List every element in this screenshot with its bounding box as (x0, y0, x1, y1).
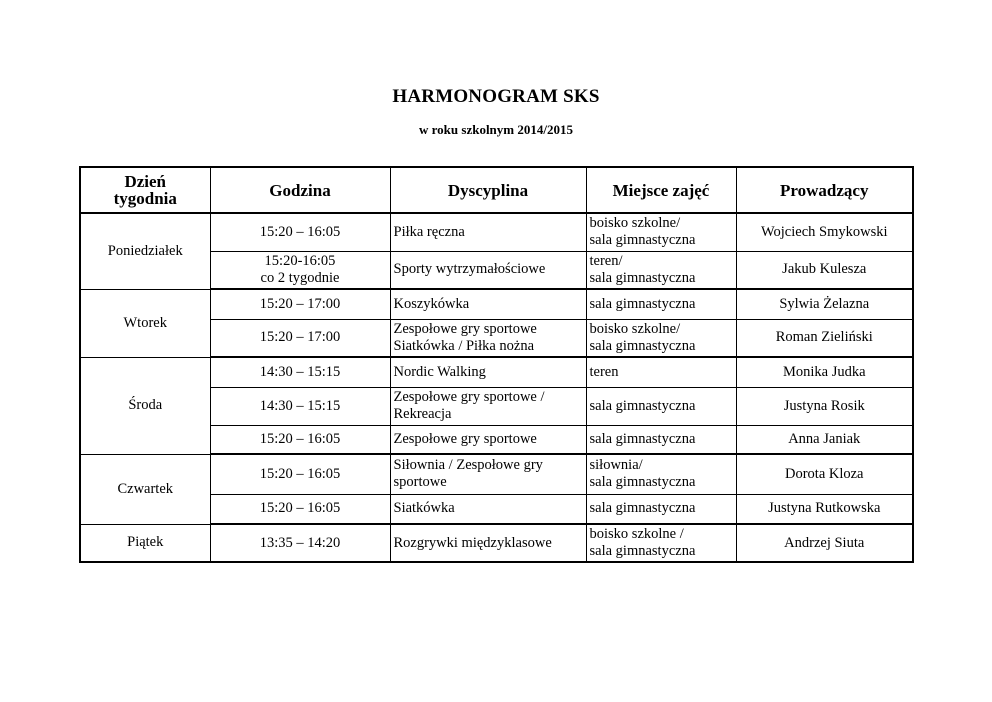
header-day-line1: Dzień (124, 172, 167, 191)
time-cell: 15:20 – 16:05 (210, 494, 390, 524)
day-cell-friday: Piątek (80, 524, 210, 562)
instructor-cell: Justyna Rutkowska (736, 494, 913, 524)
time-cell: 15:20 – 16:05 (210, 454, 390, 494)
header-day-line2: tygodnia (113, 189, 177, 208)
place-line: sala gimnastyczna (589, 474, 696, 491)
document-subtitle: w roku szkolnym 2014/2015 (419, 122, 573, 137)
place-line: sala gimnastyczna (589, 269, 696, 286)
discipline-cell: Zespołowe gry sportowe (390, 425, 586, 454)
discipline-cell: Rozgrywki międzyklasowe (390, 524, 586, 562)
place-cell (586, 319, 736, 357)
discipline-line: Rekreacja (393, 406, 452, 422)
discipline-cell (390, 387, 586, 425)
time-cell: 15:20 – 17:00 (210, 319, 390, 357)
discipline-cell (390, 454, 586, 494)
instructor-cell: Sylwia Żelazna (736, 289, 913, 319)
instructor-cell: Roman Zieliński (736, 319, 913, 357)
document-title: HARMONOGRAM SKS (392, 86, 600, 107)
instructor-cell: Justyna Rosik (736, 387, 913, 425)
place-cell: sala gimnastyczna (586, 494, 736, 524)
discipline-line: Siłownia / Zespołowe gry (393, 457, 543, 474)
table-row (80, 357, 913, 387)
time-line: co 2 tygodnie (260, 269, 340, 286)
time-line: 15:20-16:05 (264, 252, 336, 269)
header-place: Miejsce zajęć (586, 167, 736, 213)
discipline-cell: Siatkówka (390, 494, 586, 524)
time-cell (210, 251, 390, 289)
table-row (80, 289, 913, 319)
table-row (80, 524, 913, 562)
header-day (80, 167, 210, 213)
place-cell: sala gimnastyczna (586, 387, 736, 425)
discipline-cell: Koszykówka (390, 289, 586, 319)
time-cell: 14:30 – 15:15 (210, 387, 390, 425)
place-cell: teren (586, 357, 736, 387)
place-line: teren/ (589, 252, 623, 269)
discipline-cell (390, 319, 586, 357)
instructor-cell: Dorota Kloza (736, 454, 913, 494)
place-cell (586, 524, 736, 562)
day-cell-monday: Poniedziałek (80, 213, 210, 289)
instructor-cell: Monika Judka (736, 357, 913, 387)
place-line: sala gimnastyczna (589, 232, 696, 249)
place-line: sala gimnastyczna (589, 543, 696, 559)
instructor-cell: Wojciech Smykowski (736, 213, 913, 251)
place-cell (586, 213, 736, 251)
discipline-line: Zespołowe gry sportowe (393, 320, 537, 337)
place-line: boisko szkolne/ (589, 320, 681, 337)
header-time: Godzina (210, 167, 390, 213)
place-line: siłownia/ (589, 457, 643, 474)
place-line: boisko szkolne/ (589, 215, 681, 232)
place-cell: sala gimnastyczna (586, 425, 736, 454)
day-cell-wednesday: Środa (80, 357, 210, 454)
place-cell: sala gimnastyczna (586, 289, 736, 319)
discipline-cell: Nordic Walking (390, 357, 586, 387)
discipline-line: sportowe (393, 474, 447, 491)
instructor-cell: Jakub Kulesza (736, 251, 913, 289)
instructor-cell: Andrzej Siuta (736, 524, 913, 562)
discipline-line: Zespołowe gry sportowe / (393, 389, 545, 405)
discipline-cell: Sporty wytrzymałościowe (390, 251, 586, 289)
time-cell: 14:30 – 15:15 (210, 357, 390, 387)
place-line: boisko szkolne / (589, 526, 684, 542)
day-cell-thursday: Czwartek (80, 454, 210, 524)
time-cell: 15:20 – 16:05 (210, 213, 390, 251)
place-cell (586, 454, 736, 494)
day-cell-tuesday: Wtorek (80, 289, 210, 357)
schedule-table (79, 166, 914, 563)
discipline-cell: Piłka ręczna (390, 213, 586, 251)
header-instructor: Prowadzący (736, 167, 913, 213)
table-row (80, 454, 913, 494)
header-discipline: Dyscyplina (390, 167, 586, 213)
table-row (80, 213, 913, 251)
place-line: sala gimnastyczna (589, 337, 696, 354)
instructor-cell: Anna Janiak (736, 425, 913, 454)
time-cell: 13:35 – 14:20 (210, 524, 390, 562)
time-cell: 15:20 – 16:05 (210, 425, 390, 454)
place-cell (586, 251, 736, 289)
header-row (80, 167, 913, 213)
discipline-line: Siatkówka / Piłka nożna (393, 337, 535, 354)
time-cell: 15:20 – 17:00 (210, 289, 390, 319)
